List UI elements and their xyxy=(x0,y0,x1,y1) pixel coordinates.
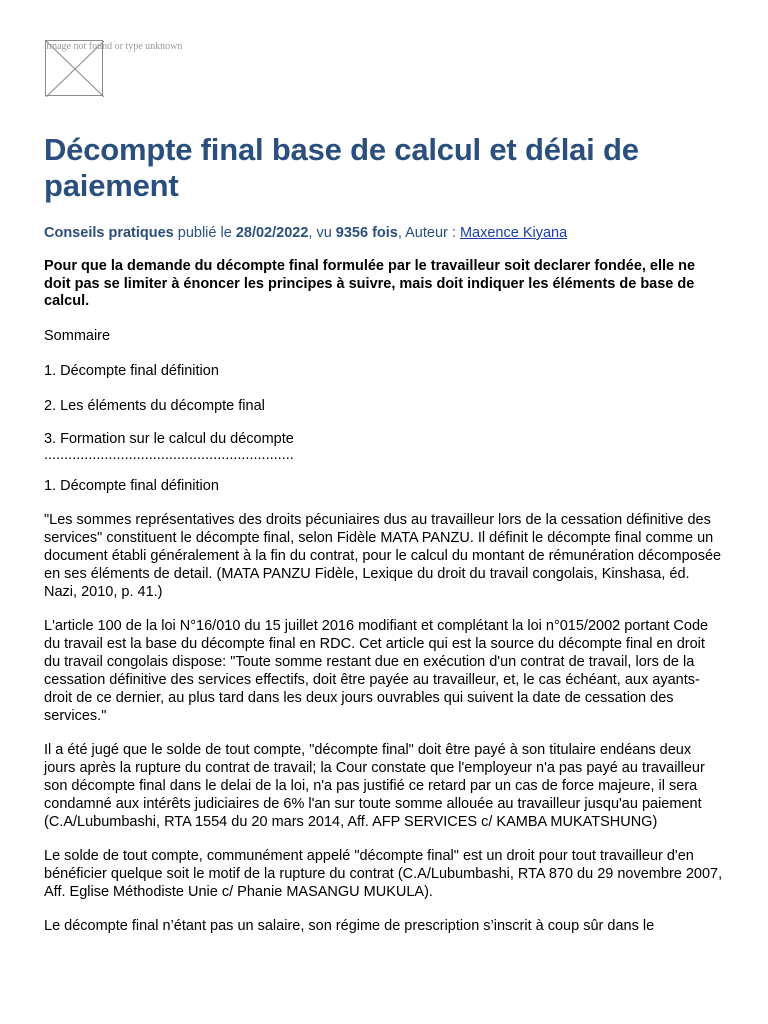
paragraph-5: Le décompte final n’étant pas un salaire, son régime de prescription s’inscrit à coup sûr dans le xyxy=(44,917,655,934)
author-link[interactable]: Maxence Kiyana xyxy=(459,225,568,241)
broken-image-placeholder xyxy=(45,40,183,96)
paragraph-2: L'article 100 de la loi N°16/010 du 15 juillet 2016 modifiant et complétant la loi n°015/2002 portant Code du travail est la base du décompte final en RDC. Cet article qui est la source du décompte final en droit du travail congolais dispose: "Toute somme restant due en exécution d'un contrat de travail, lors de la cessation définitive des services effectifs, doit être payée au travailleur, et, le cas échéant, aux ayants-droit de ce dernier, au plus tard dans les deux jours ouvrables qui suivent la date de cessation des services." xyxy=(44,617,709,724)
paragraph-3: Il a été jugé que le solde de tout compte, "décompte final" doit être payé à son titulaire endéans deux jours après la rupture du contrat de travail; la Cour constate que l'employeur n'a pas payé au travailleur son décompte final dans le delai de la loi, n'a pas justifié ce retard par un cas de force majeure, il sera condamné aux intérêts judiciaires de 6% l'an sur toute somme allouée au travailleur jusqu'au paiement (C.A/Lubumbashi, RTA 1554 du 20 mars 2014, Aff. AFP SERVICES c/ KAMBA MUKATSHUNG) xyxy=(44,741,705,830)
article-meta xyxy=(44,224,724,242)
published-date: 28/02/2022 xyxy=(235,225,309,241)
toc-item-2: 2. Les éléments du décompte final xyxy=(44,397,265,414)
article-title: Décompte final base de calcul et délai de paiement xyxy=(44,132,639,203)
image-alt-text: Image not found or type unknown xyxy=(46,41,183,52)
author-prefix: , Auteur : xyxy=(397,225,460,241)
toc-item-1: 1. Décompte final définition xyxy=(44,362,219,379)
section-heading-definition: 1. Décompte final définition xyxy=(44,477,219,494)
toc-item-3: 3. Formation sur le calcul du décompte xyxy=(44,430,294,447)
article-page xyxy=(44,40,724,935)
views-prefix: , vu xyxy=(308,225,336,241)
article-lead: Pour que la demande du décompte final formulée par le travailleur soit declarer fondée, elle ne doit pas se limiter à énoncer les principes à suivre, mais doit indiquer les éléments de base de calcul. xyxy=(44,258,696,309)
article-category: Conseils pratiques xyxy=(44,225,174,241)
paragraph-4: Le solde de tout compte, communément appelé "décompte final" est un droit pour tout travailleur d'en bénéficier quelque soit le motif de la rupture du contrat (C.A/Lubumbashi, RTA 870 du 29 novembre 2007, Aff. Eglise Méthodiste Unie c/ Phanie MASANGU MUKULA). xyxy=(44,847,723,900)
view-count: 9356 fois xyxy=(335,225,398,241)
paragraph-1: "Les sommes représentatives des droits pécuniaires dus au travailleur lors de la cessation définitive des services" constituent le décompte final, selon Fidèle MATA PANZU. Il définit le décompte final comme un document établi généralement à la fin du contrat, pour le calcul du montant de rémunération décomposée en ses éléments de detail. (MATA PANZU Fidèle, Lexique du droit du travail congolais, Kinshasa, éd. Nazi, 2010, p. 41.) xyxy=(44,511,722,600)
summary-heading: Sommaire xyxy=(44,327,111,344)
published-prefix: publié le xyxy=(173,225,236,241)
separator-dots: .............................................................. xyxy=(44,447,294,462)
